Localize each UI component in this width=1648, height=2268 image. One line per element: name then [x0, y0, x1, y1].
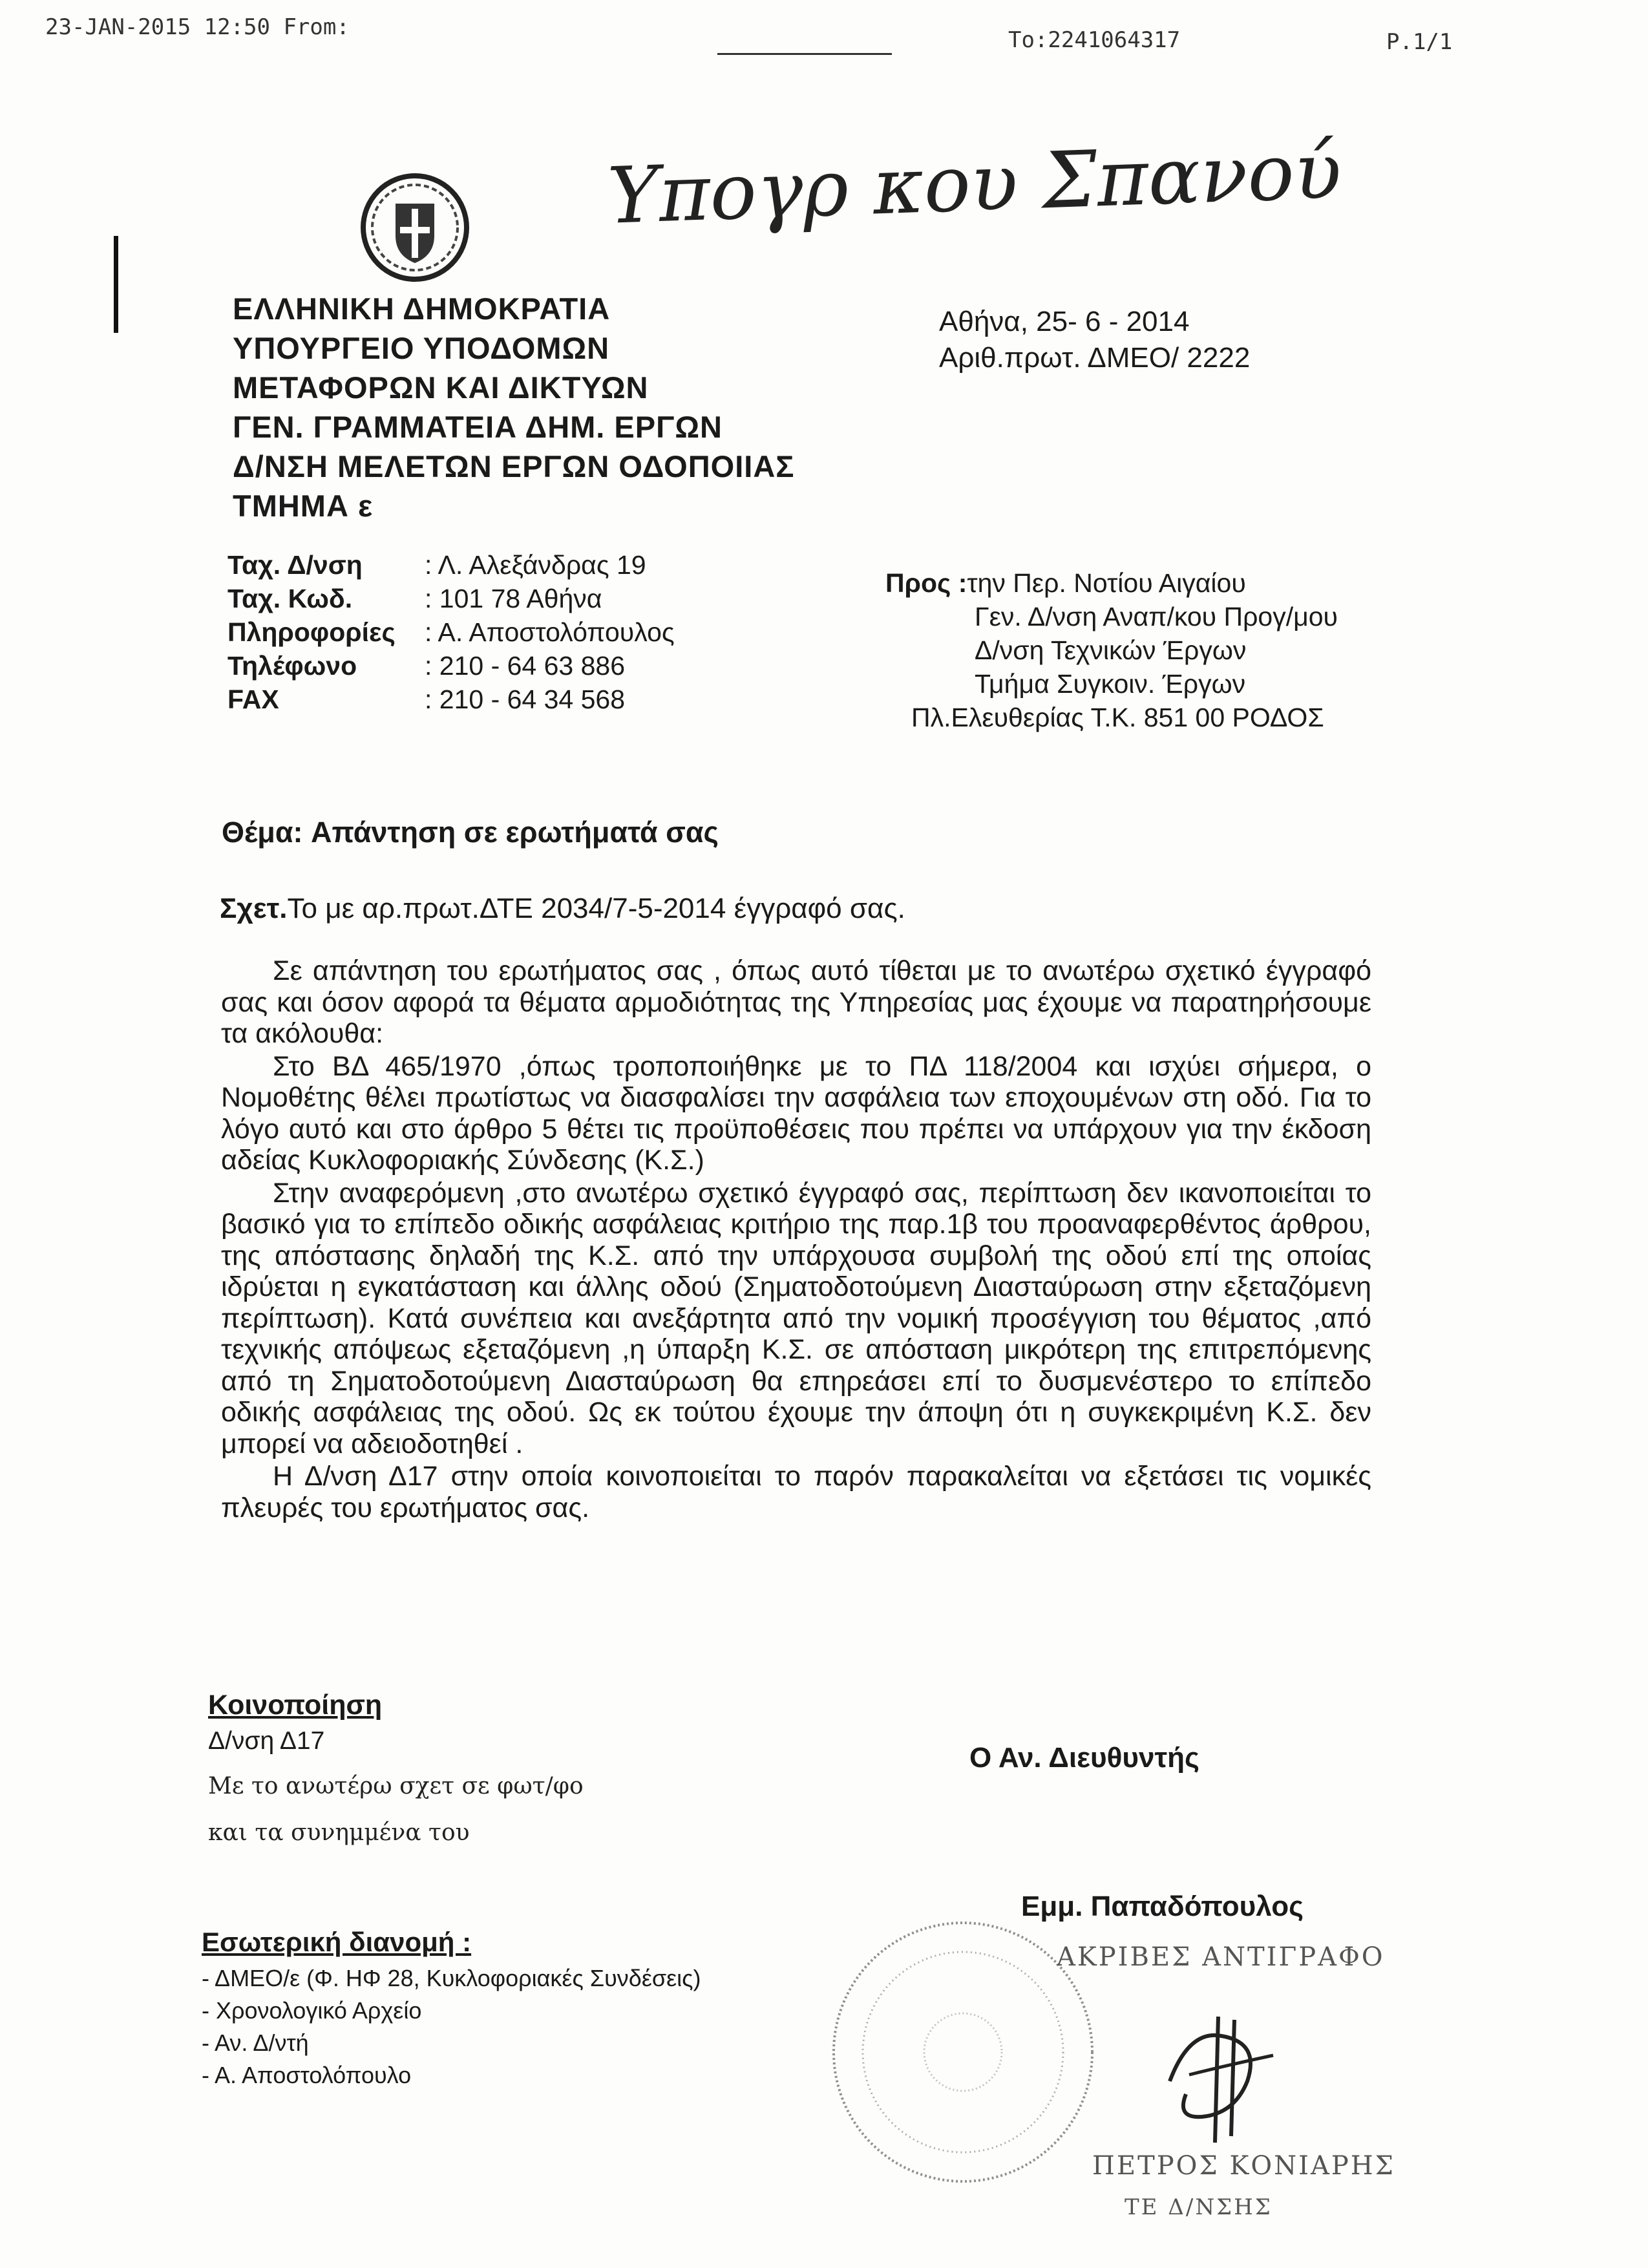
body-paragraph: Στην αναφερόμενη ,στο ανωτέρω σχετικό έγγραφό σας, περίπτωση δεν ικανοποιείται το βασικό για το επίπεδο οδικής ασφάλειας κριτήριο της παρ.1β του προαναφερθέντος άρθρου, της απόστασης δηλαδή της Κ.Σ. από την υπάρχουσα συμβολή της οδού επί της οποίας ιδρύεται η εγκατάσταση και άλλης οδού (Σηματοδοτούμενη Διασταύρωση στην εξεταζόμενη περίπτωση). Κατά συνέπεια και ανεξάρτητα από την νομική προσέγγιση του θέματος ,από τεχνικής απόψεως εξεταζόμενη ,η ύπαρξη Κ.Σ. σε απόσταση μικρότερη της επιτρεπόμενης από τη Σηματοδοτούμενη Διασταύρωση θα επηρεάσει επί το δυσμενέστερο το επίπεδο οδικής ασφάλειας της οδού. Ως εκ τούτου έχουμε την άποψη ότι η συγκεκριμένη Κ.Σ. δεν μπορεί να αδειοδοτηθεί . [221, 1177, 1371, 1459]
stamp-officer-title: ΤΕ Δ/ΝΣΗΣ [1125, 2194, 1273, 2220]
sender-line: ΓΕΝ. ΓΡΑΜΜΑΤΕΙΑ ΔΗΜ. ΕΡΓΩΝ [233, 410, 723, 444]
contact-row [227, 683, 675, 716]
internal-item: - ΔΜΕΟ/ε (Φ. ΗΦ 28, Κυκλοφοριακές Συνδέσεις) [202, 1965, 701, 1991]
recipient-line: την Περ. Νοτίου Αιγαίου [967, 568, 1246, 598]
recipient-block [885, 566, 1338, 734]
cc-line: Με το ανωτέρω σχετ σε φωτ/φο [208, 1773, 584, 1799]
sender-block [233, 289, 795, 525]
sender-line: ΕΛΛΗΝΙΚΗ ΔΗΜΟΚΡΑΤΙΑ [233, 291, 611, 326]
reference-text: Το με αρ.πρωτ.ΔΤΕ 2034/7-5-2014 έγγραφό σας. [287, 893, 905, 924]
date-block [939, 304, 1250, 376]
fax-page-indicator: P.1/1 [1386, 29, 1453, 55]
cc-line: Δ/νση Δ17 [208, 1727, 325, 1755]
signatory-name: Εμμ. Παπαδόπουλος [1021, 1891, 1304, 1922]
signatory-role: Ο Αν. Διευθυντής [969, 1742, 1199, 1774]
contact-value: : Λ. Αλεξάνδρας 19 [425, 550, 646, 580]
contact-row [227, 615, 675, 649]
cc-line: και τα συνημμένα του [208, 1819, 470, 1846]
contact-row [227, 548, 675, 582]
sender-line: Δ/ΝΣΗ ΜΕΛΕΤΩΝ ΕΡΓΩΝ ΟΔΟΠΟΙΙΑΣ [233, 449, 795, 483]
recipient-line: Δ/νση Τεχνικών Έργων [975, 635, 1247, 665]
body-paragraph: Η Δ/νση Δ17 στην οποία κοινοποιείται το παρόν παρακαλείται να εξετάσει τις νομικές πλευρές του ερωτήματος σας. [221, 1461, 1371, 1523]
body-paragraph: Στο ΒΔ 465/1970 ,όπως τροποποιήθηκε με το ΠΔ 118/2004 και ισχύει σήμερα, ο Νομοθέτης θέλει πρωτίστως να διασφαλίσει την ασφάλεια των εποχουμένων στη οδό. Για το λόγο αυτό και στο άρθρο 5 θέτει τις προϋποθέσεις που πρέπει να υπάρχουν για την έκδοση αδείας Κυκλοφοριακής Σύνδεσης (Κ.Σ.) [221, 1050, 1371, 1176]
contact-label: FAX [227, 684, 279, 714]
reference-label: Σχετ. [220, 893, 288, 924]
handwritten-note: Υπογρ κου Σπανού [606, 126, 1343, 242]
internal-item: - Αν. Δ/ντή [202, 2030, 309, 2056]
handwritten-signature [1150, 2004, 1293, 2152]
contact-label: Ταχ. Δ/νση [227, 550, 363, 580]
subject-text: Απάντηση σε ερωτήματά σας [311, 816, 719, 849]
contact-label: Πληροφορίες [227, 617, 396, 647]
margin-mark [114, 236, 118, 333]
contact-value: : 101 78 Αθήνα [425, 584, 602, 613]
subject-label: Θέμα: [222, 816, 303, 849]
reference-line [220, 893, 905, 925]
protocol-number: Αριθ.πρωτ. ΔΜΕΟ/ 2222 [939, 342, 1251, 374]
fax-separator-line [717, 53, 892, 55]
cc-block [208, 1687, 584, 1851]
contact-row [227, 649, 675, 683]
internal-distribution-block [202, 1925, 701, 2092]
contact-value: : Α. Αποστολόπουλος [425, 617, 675, 647]
subject-line [222, 816, 719, 849]
contact-row [227, 582, 675, 615]
recipient-line: Τμήμα Συγκοιν. Έργων [975, 669, 1246, 699]
cc-title: Κοινοποίηση [208, 1690, 383, 1721]
contact-value: : 210 - 64 34 568 [425, 684, 626, 714]
recipient-prefix: Προς : [885, 568, 967, 598]
recipient-line: Πλ.Ελευθερίας Τ.Κ. 851 00 ΡΟΔΟΣ [911, 703, 1324, 732]
coat-of-arms-emblem [359, 171, 472, 284]
stamp-certified-copy: ΑΚΡΙΒΕΣ ΑΝΤΙΓΡΑΦΟ [1057, 1942, 1385, 1972]
sender-line: ΥΠΟΥΡΓΕΙΟ ΥΠΟΔΟΜΩΝ [233, 331, 610, 365]
internal-item: - Χρονολογικό Αρχείο [202, 1997, 422, 2024]
contact-value: : 210 - 64 63 886 [425, 651, 626, 681]
document-date: Αθήνα, 25- 6 - 2014 [939, 306, 1190, 337]
fax-recipient-number: To:2241064317 [1008, 27, 1181, 53]
sender-line: ΜΕΤΑΦΟΡΩΝ ΚΑΙ ΔΙΚΤΥΩΝ [233, 370, 649, 405]
internal-item: - Α. Αποστολόπουλο [202, 2062, 412, 2088]
letter-body [221, 955, 1371, 1523]
fax-datetime: 23-JAN-2015 12:50 From: [45, 14, 350, 40]
body-paragraph: Σε απάντηση του ερωτήματος σας , όπως αυτό τίθεται με το ανωτέρω σχετικό έγγραφό σας και όσον αφορά τα θέματα αρμοδιότητας της Υπηρεσίας μας έχουμε να παρατηρήσουμε τα ακόλουθα: [221, 955, 1371, 1049]
contact-label: Τηλέφωνο [227, 651, 357, 681]
sender-line: ΤΜΗΜΑ ε [233, 489, 374, 523]
contact-label: Ταχ. Κωδ. [227, 584, 353, 613]
internal-title: Εσωτερική διανομή : [202, 1927, 472, 1957]
contact-block [227, 548, 675, 716]
stamp-officer-name: ΠΕΤΡΟΣ ΚΟΝΙΑΡΗΣ [1092, 2151, 1395, 2181]
recipient-line: Γεν. Δ/νση Αναπ/κου Προγ/μου [975, 602, 1338, 631]
